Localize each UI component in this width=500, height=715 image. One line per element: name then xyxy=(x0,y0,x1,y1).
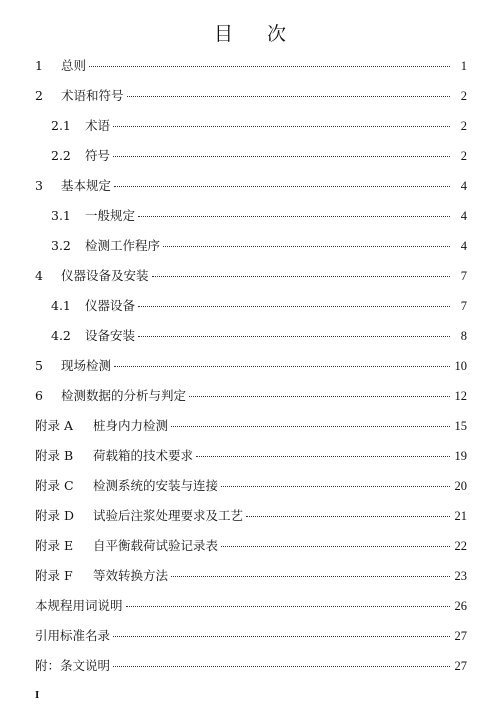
toc-entry[interactable] xyxy=(35,85,467,107)
toc-entry-label: 试验后注浆处理要求及工艺 xyxy=(93,508,244,523)
toc-entry-page: 10 xyxy=(454,359,467,373)
toc-entry-label: 基本规定 xyxy=(61,178,112,193)
toc-entry[interactable] xyxy=(35,655,467,677)
toc-dot-leader xyxy=(138,336,450,337)
toc-entry[interactable] xyxy=(35,475,467,497)
toc-dot-leader xyxy=(126,606,450,607)
toc-entry-label: 设备安装 xyxy=(85,328,136,343)
toc-entry-page: 19 xyxy=(454,449,467,463)
toc-dot-leader xyxy=(246,516,450,517)
page-title: 目 次 xyxy=(213,23,301,45)
toc-entry[interactable] xyxy=(35,355,467,377)
toc-entry-page: 1 xyxy=(460,59,467,73)
toc-dot-leader xyxy=(138,216,450,217)
toc-entry-number: 附录 C xyxy=(35,478,74,493)
toc-entry-number: 2.1 xyxy=(51,118,71,133)
toc-entry-number: 3 xyxy=(35,178,43,193)
toc-entry-label: 自平衡载荷试验记录表 xyxy=(93,538,219,553)
toc-entry-label: 附：条文说明 xyxy=(35,658,111,673)
toc-entry-page: 8 xyxy=(460,329,467,343)
toc-dot-leader xyxy=(113,126,450,127)
toc-dot-leader xyxy=(171,426,450,427)
toc-dot-leader xyxy=(152,276,450,277)
toc-entry-page: 26 xyxy=(454,599,467,613)
toc-entry-label: 现场检测 xyxy=(61,358,112,373)
toc-entry[interactable] xyxy=(35,445,467,467)
toc-entry-page: 22 xyxy=(454,539,467,553)
toc-entry-page: 4 xyxy=(460,239,467,253)
toc-entry[interactable] xyxy=(35,175,467,197)
toc-entry-label: 总则 xyxy=(61,58,87,73)
toc-entry-label: 检测系统的安装与连接 xyxy=(93,478,219,493)
toc-entry[interactable] xyxy=(35,595,467,617)
toc-entry[interactable] xyxy=(35,385,467,407)
toc-entry-number: 附录 E xyxy=(35,538,74,553)
toc-entry-page: 4 xyxy=(460,179,467,193)
toc-entry-page: 2 xyxy=(460,149,467,163)
toc-entry-page: 12 xyxy=(454,389,467,403)
toc-dot-leader xyxy=(113,666,450,667)
toc-entry-label: 引用标准名录 xyxy=(35,628,111,643)
toc-entry-page: 21 xyxy=(454,509,467,523)
toc-entry-label: 检测数据的分析与判定 xyxy=(61,388,187,403)
toc-entry[interactable] xyxy=(35,625,467,647)
toc-dot-leader xyxy=(171,576,450,577)
toc-entry[interactable] xyxy=(35,55,467,77)
toc-entry-page: 7 xyxy=(460,269,467,283)
toc-entry-label: 检测工作程序 xyxy=(85,238,161,253)
toc-entry-number: 附录 F xyxy=(35,568,73,583)
page-number: I xyxy=(35,689,40,701)
toc-entry[interactable] xyxy=(51,205,467,227)
toc-dot-leader xyxy=(89,66,450,67)
toc-dot-leader xyxy=(163,246,450,247)
toc-entry[interactable] xyxy=(35,265,467,287)
toc-entry-number: 3.1 xyxy=(51,208,71,223)
toc-entry-page: 20 xyxy=(454,479,467,493)
toc-entry-page: 7 xyxy=(460,299,467,313)
toc-entry-label: 符号 xyxy=(85,148,111,163)
toc-dot-leader xyxy=(189,396,450,397)
toc-entry-number: 附录 A xyxy=(35,418,74,433)
toc-entry-page: 27 xyxy=(454,629,467,643)
toc-entry[interactable] xyxy=(35,415,467,437)
toc-entry-label: 术语和符号 xyxy=(61,88,124,103)
toc-dot-leader xyxy=(113,636,450,637)
toc-entry-number: 附录 B xyxy=(35,448,74,463)
toc-entry[interactable] xyxy=(35,565,467,587)
toc-entry-label: 一般规定 xyxy=(85,208,136,223)
toc-entry-label: 荷载箱的技术要求 xyxy=(93,448,194,463)
toc-entry-number: 1 xyxy=(35,58,43,73)
toc-entry-number: 6 xyxy=(35,388,43,403)
toc-entry[interactable] xyxy=(35,505,467,527)
toc-dot-leader xyxy=(114,186,450,187)
toc-dot-leader xyxy=(221,546,450,547)
toc-dot-leader xyxy=(114,366,450,367)
toc-entry-label: 等效转换方法 xyxy=(93,568,169,583)
toc-entry-page: 2 xyxy=(460,89,467,103)
toc-entry-number: 附录 D xyxy=(35,508,74,523)
toc-entry[interactable] xyxy=(51,295,467,317)
toc-dot-leader xyxy=(138,306,450,307)
toc-entry-page: 23 xyxy=(454,569,467,583)
toc-dot-leader xyxy=(196,456,450,457)
toc-entry[interactable] xyxy=(51,145,467,167)
toc-entry-label: 本规程用词说明 xyxy=(35,598,123,613)
toc-entry[interactable] xyxy=(51,325,467,347)
toc-entry-label: 仪器设备及安装 xyxy=(61,268,149,283)
toc-entry[interactable] xyxy=(51,115,467,137)
toc-dot-leader xyxy=(127,96,450,97)
toc-entry-number: 2.2 xyxy=(51,148,71,163)
toc-entry-number: 5 xyxy=(35,358,43,373)
toc-entry-label: 桩身内力检测 xyxy=(93,418,169,433)
toc-entry-number: 4.1 xyxy=(51,298,71,313)
toc-entry-label: 仪器设备 xyxy=(85,298,136,313)
toc-entry-number: 3.2 xyxy=(51,238,71,253)
toc-entry[interactable] xyxy=(51,235,467,257)
toc-entry-page: 27 xyxy=(454,659,467,673)
toc-entry-page: 2 xyxy=(460,119,467,133)
toc-entry-label: 术语 xyxy=(85,118,111,133)
toc-dot-leader xyxy=(221,486,450,487)
toc-entry-page: 4 xyxy=(460,209,467,223)
toc-entry[interactable] xyxy=(35,535,467,557)
toc-entry-number: 2 xyxy=(35,88,43,103)
toc-dot-leader xyxy=(113,156,450,157)
toc-entry-number: 4.2 xyxy=(51,328,71,343)
toc-entry-page: 15 xyxy=(454,419,467,433)
toc-entry-number: 4 xyxy=(35,268,43,283)
